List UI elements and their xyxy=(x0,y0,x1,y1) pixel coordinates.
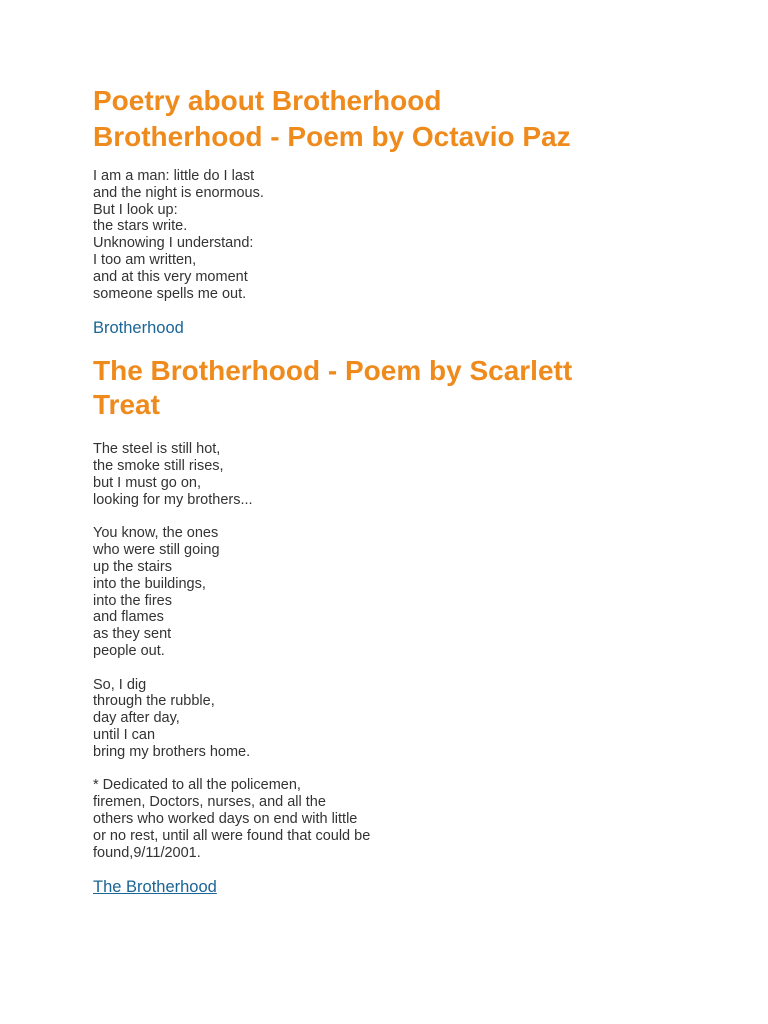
poem-line: I am a man: little do I last xyxy=(93,168,255,184)
poem-line: bring my brothers home. xyxy=(93,743,251,760)
poem2-heading-line2: Treat xyxy=(93,389,160,421)
poem2-heading xyxy=(93,354,653,422)
poem-line: looking for my brothers... xyxy=(93,491,253,508)
poem-line: as they sent xyxy=(93,626,172,643)
poem-line: and the night is enormous. xyxy=(93,184,264,201)
poem1-text xyxy=(93,168,653,302)
dedication-line: or no rest, until all were found that could be xyxy=(93,827,371,844)
poem-line: You know, the ones xyxy=(93,525,219,542)
dedication-line: * Dedicated to all the policemen, xyxy=(93,777,301,794)
poem-line: who were still going xyxy=(93,542,220,559)
poem-line: So, I dig xyxy=(93,676,147,693)
poem-line: and at this very moment xyxy=(93,268,248,285)
dedication-line: found,9/11/2001. xyxy=(93,844,201,861)
poem2-stanza-2 xyxy=(93,525,653,659)
dedication-line: others who worked days on end with little xyxy=(93,810,358,827)
poem2-stanza-1 xyxy=(93,441,653,508)
poem-line: through the rubble, xyxy=(93,693,215,710)
page-title: Poetry about Brotherhood xyxy=(93,85,442,116)
poem-line: the stars write. xyxy=(93,218,188,235)
poem1-heading: Brotherhood - Poem by Octavio Paz xyxy=(93,121,571,152)
poem-line: I too am written, xyxy=(93,251,197,268)
poem-line: and flames xyxy=(93,609,164,626)
poem-line: but I must go on, xyxy=(93,474,202,491)
poem-line: The steel is still hot, xyxy=(93,441,221,458)
poem-line: until I can xyxy=(93,726,156,743)
poem-line: day after day, xyxy=(93,710,180,727)
poem1-stanza xyxy=(93,168,653,302)
poem1-link[interactable]: Brotherhood xyxy=(93,319,184,338)
poem-line: someone spells me out. xyxy=(93,285,247,302)
poem2-link[interactable]: The Brotherhood xyxy=(93,878,217,897)
document-page xyxy=(93,84,653,897)
poem-line: into the fires xyxy=(93,592,172,609)
dedication-line: firemen, Doctors, nurses, and all the xyxy=(93,794,326,811)
poem2-dedication xyxy=(93,777,653,861)
poem2-stanza-3 xyxy=(93,677,653,761)
poem-line: up the stairs xyxy=(93,558,172,575)
poem-line: into the buildings, xyxy=(93,575,206,592)
poem2-heading-line1: The Brotherhood - Poem by Scarlett xyxy=(93,355,573,387)
poem2-text xyxy=(93,441,653,861)
poem-line: But I look up: xyxy=(93,201,178,218)
poem-line: the smoke still rises, xyxy=(93,458,224,475)
poem-line: people out. xyxy=(93,642,165,659)
poem-line: Unknowing I understand: xyxy=(93,235,254,252)
